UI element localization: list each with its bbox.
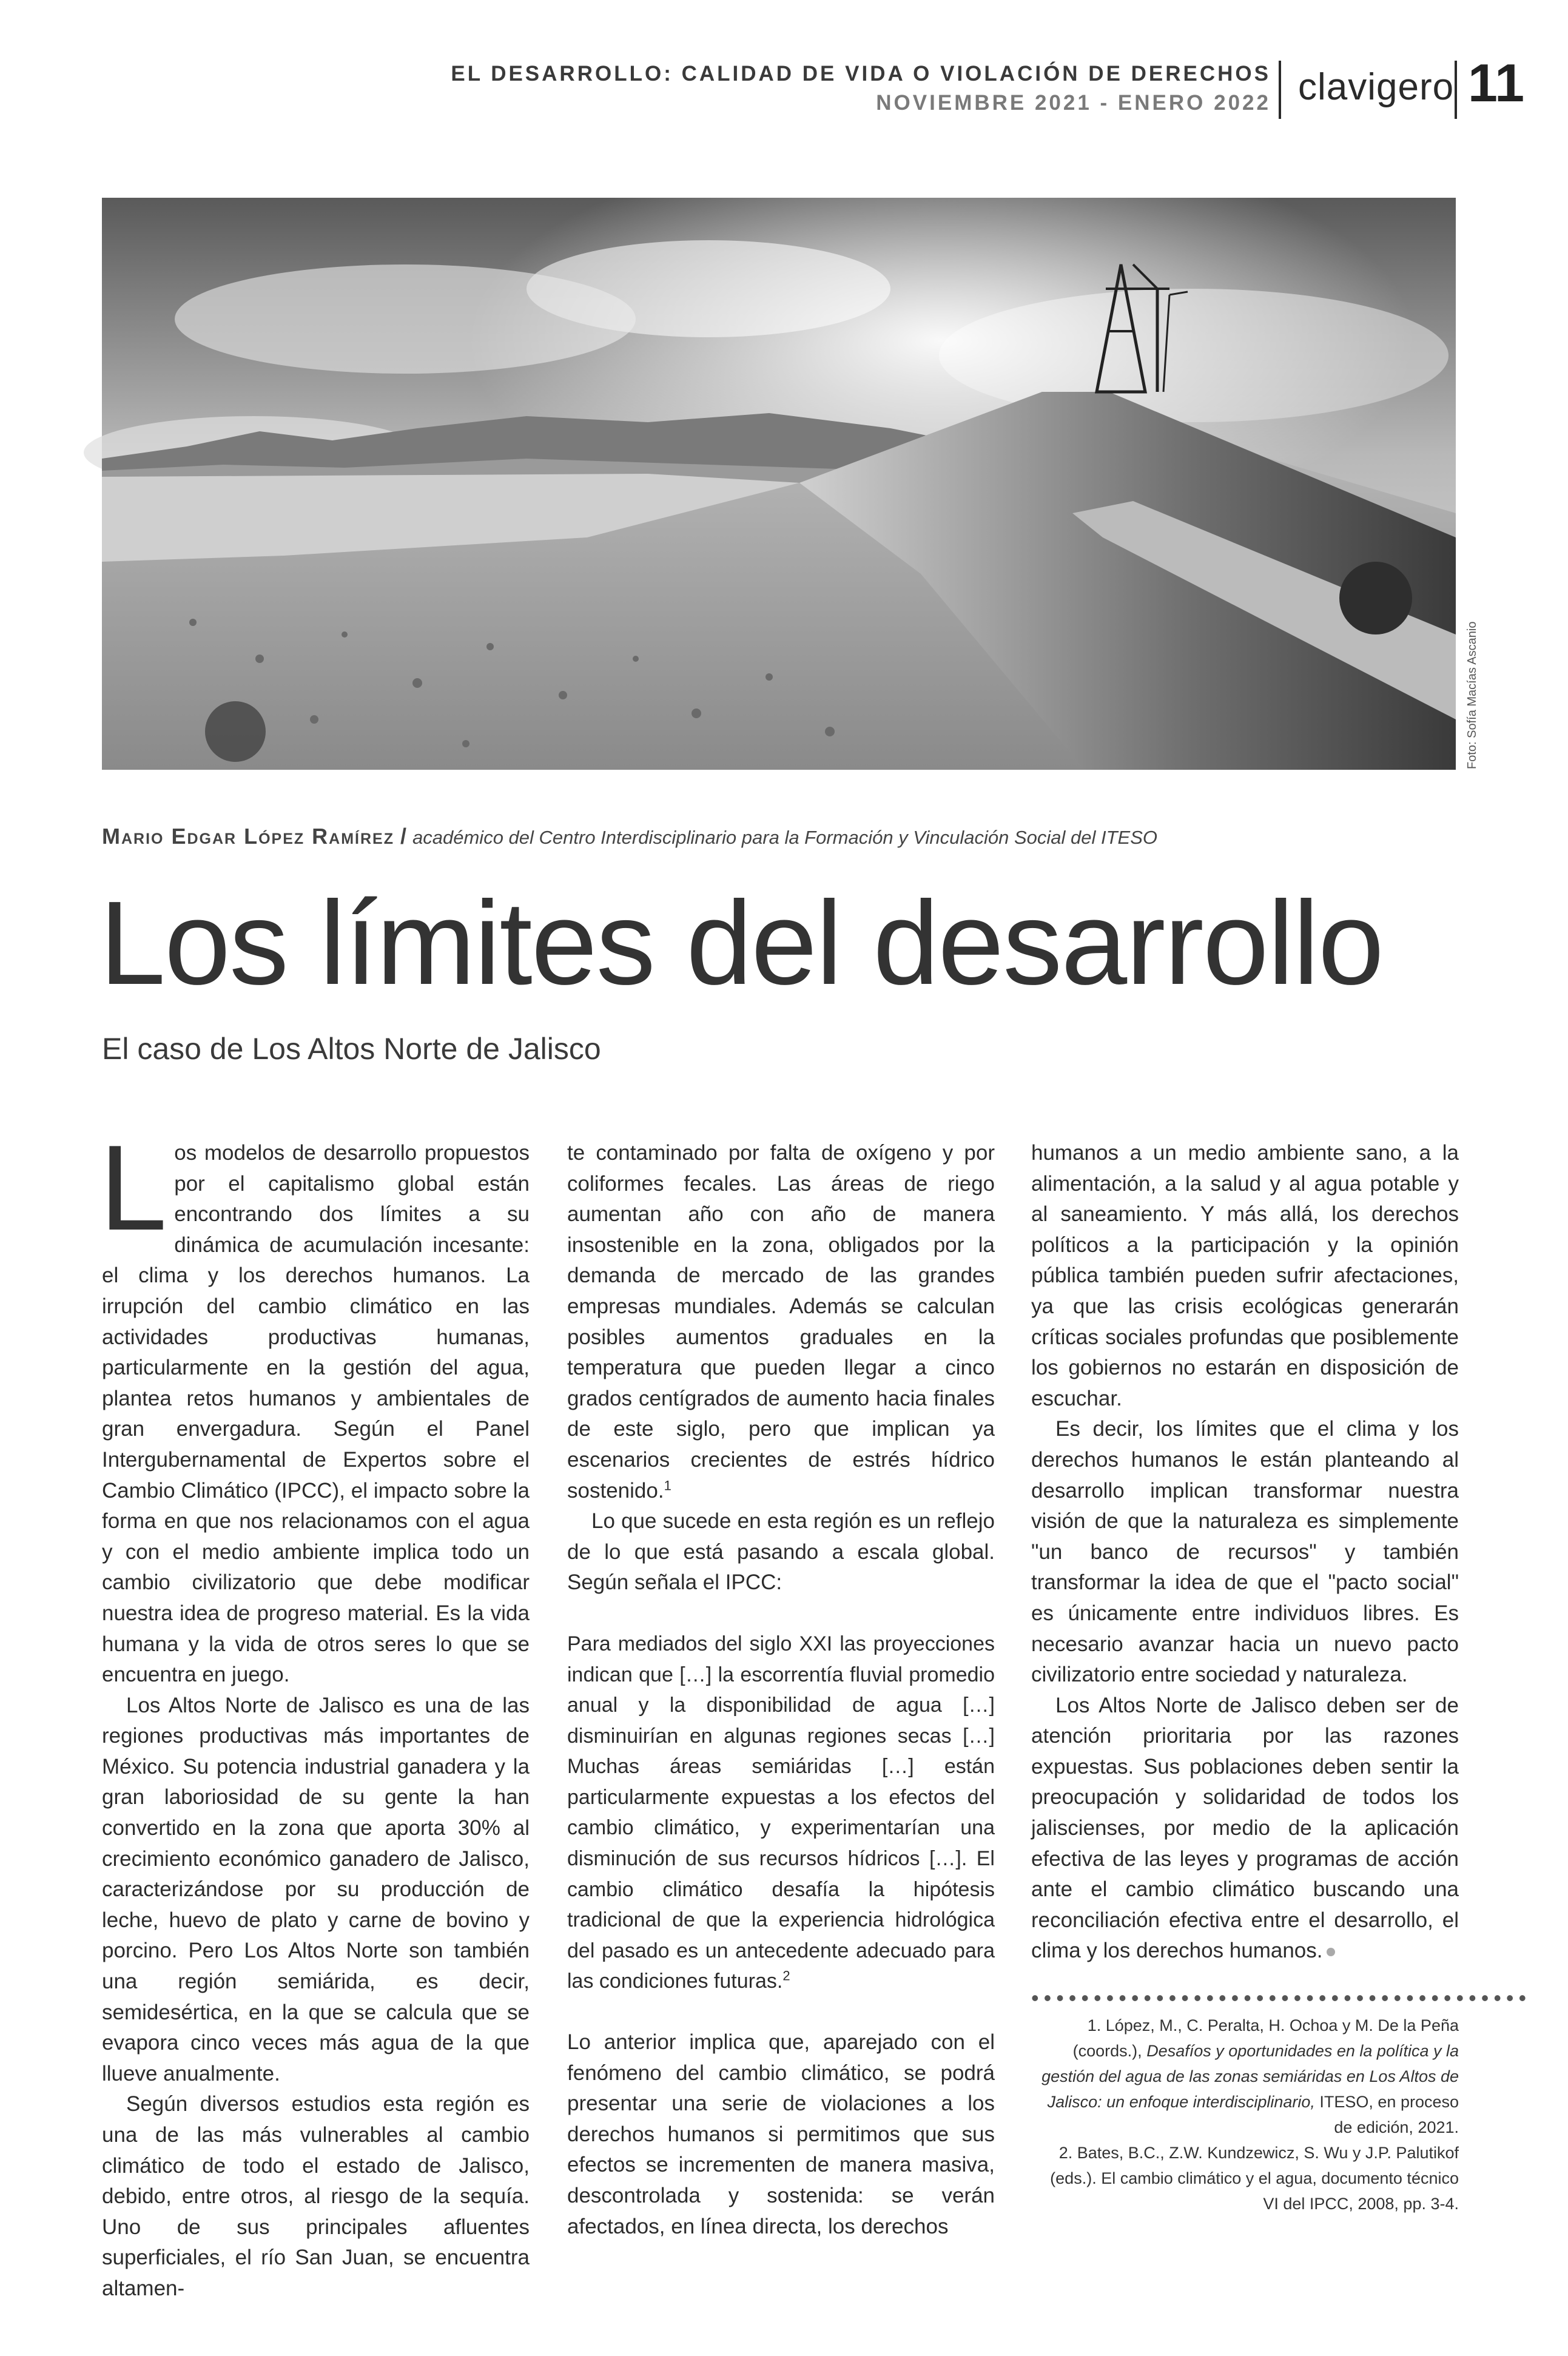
byline	[102, 824, 1157, 849]
article-subtitle: El caso de Los Altos Norte de Jalisco	[102, 1032, 601, 1066]
footnote-2: 2. Bates, B.C., Z.W. Kundzewicz, S. Wu y J.P. Palutikof (eds.). El cambio climático y el agua, documento técnico VI del IPCC, 2008, pp. 3-4.	[1050, 2144, 1459, 2213]
paragraph: humanos a un medio ambiente sano, a la alimentación, a la salud y al agua potable y al saneamiento. Y más allá, los derechos políticos a la participación y la opinión pública también pueden sufrir afectaciones, ya que las crisis ecológicas generarán críticas sociales profundas que posiblemente los gobiernos no estarán en disposición de escuchar.	[1031, 1141, 1459, 1410]
footnote-divider: ••••••••••••••••••••••••••••••••••••••••	[1031, 1985, 1532, 2010]
footnote-ref: 2	[782, 1968, 790, 1984]
spacer	[567, 1997, 995, 2027]
page-number: 11	[1468, 53, 1525, 113]
paragraph: Lo anterior implica que, aparejado con el fenómeno del cambio climático, se podrá presentar una serie de violaciones a los derechos humanos si permitimos que sus efectos se incrementen de manera masiva, descontrolada y sostenida: se verán afectados, en línea directa, los derechos	[567, 2030, 995, 2238]
running-header	[451, 59, 1271, 118]
text-column-3	[1031, 1138, 1459, 1967]
paragraph: Los Altos Norte de Jalisco es una de las regiones productivas más importantes de México. Su potencia industrial ganadera y la gran laboriosidad de su gente la han convertido en la zona que aporta 30% al crecimiento económico ganadero de Jalisco, caracterizándose por su producción de leche, huevo de plato y carne de bovino y porcino. Pero Los Altos Norte son también una región semiárida, es decir, semidesértica, en la que se calcula que se evapora cinco veces más agua de la que llueve anualmente.	[102, 1693, 530, 2085]
end-mark-icon	[1327, 1948, 1335, 1956]
section-title: EL DESARROLLO: CALIDAD DE VIDA O VIOLACIÓN DE DERECHOS	[451, 62, 1271, 86]
footnote-1: 1. López, M., C. Peralta, H. Ochoa y M. De la Peña (coords.), Desafíos y oportunidades en la política y la gestión del agua de las zonas semiáridas en Los Altos de Jalisco: un enfoque interdisciplinario, ITESO, en proceso de edición, 2021.	[1041, 2016, 1459, 2136]
footnotes	[1031, 2013, 1459, 2216]
paragraph: Los modelos de desarrollo propuestos por el capitalismo global están encontrando dos límites a su dinámica de acumulación incesante: el clima y los derechos humanos. La irrupción del cambio climático en las actividades productivas humanas, particularmente en la gestión del agua, plantea retos humanos y ambientales de gran envergadura. Según el Panel Intergubernamental de Expertos sobre el Cambio Climático (IPCC), el impacto sobre la forma en que nos relacionamos con el agua y con el medio ambiente implica todo un cambio civilizatorio que debe modificar nuestra idea de progreso material. Es la vida humana y la vida de otros seres lo que se encuentra en juego.	[99, 1120, 530, 1687]
header-divider	[1279, 61, 1281, 119]
paragraph: Es decir, los límites que el clima y los derechos humanos le están planteando al desarrollo implican transformar nuestra visión de que la naturaleza es simplemente "un banco de recursos" y también transformar la idea de que el "pacto social" es únicamente entre individuos libres. Es necesario avanzar hacia un nuevo pacto civilizatorio entre sociedad y naturaleza.	[1031, 1417, 1459, 1687]
block-quote: Para mediados del siglo XXI las proyecciones indican que […] la escorrentía fluvial promedio anual y la disponibilidad de agua […] disminuirían en algunas regiones secas […] Muchas áreas semiáridas […] están particularmente expuestas a los efectos del cambio climático, y experimentarían una disminución de sus recursos hídricos […]. El cambio climático desafía la hipótesis tradicional de que la experiencia hidrológica del pasado es un antecedente adecuado para las condiciones futuras.$^2$	[567, 1632, 995, 1993]
publication-logo: clavigero	[1298, 66, 1455, 108]
paragraph: Lo que sucede en esta región es un reflejo de lo que está pasando a escala global. Según señala el IPCC:	[567, 1509, 995, 1595]
text-column-1	[99, 1120, 530, 2304]
article-title: Los límites del desarrollo	[99, 877, 1383, 1009]
footnote-ref: 1	[664, 1477, 671, 1493]
paragraph: Según diversos estudios esta región es una de las más vulnerables al cambio climático de todo el estado de Jalisco, debido, entre otros, al riesgo de la sequía. Uno de sus principales afluentes superficiales, el río San Juan, se encuentra altamen-	[102, 2092, 530, 2300]
header-divider	[1455, 61, 1457, 119]
paragraph: te contaminado por falta de oxígeno y por coliformes fecales. Las áreas de riego aumentan año con año de manera insostenible en la zona, obligados por la demanda de mercado de las grandes empresas mundiales. Además se calculan posibles aumentos graduales en la temperatura que pueden llegar a cinco grados centígrados de aumento hacia finales de este siglo, pero que implican ya escenarios crecientes de estrés hídrico sostenido.$^1$	[567, 1141, 995, 1503]
issue-date: NOVIEMBRE 2021 - ENERO 2022	[876, 91, 1271, 115]
landscape-photo	[102, 198, 1456, 770]
text-column-2	[567, 1138, 995, 2242]
drop-cap: L	[99, 1120, 167, 1256]
paragraph: Los Altos Norte de Jalisco deben ser de atención prioritaria por las razones expuestas. Sus poblaciones deben sentir la preocupación y solidaridad de todos los jaliscienses, por medio de la aplicación efectiva de las leyes y programas de acción ante el cambio climático buscando una reconciliación efectiva entre el desarrollo, el clima y los derechos humanos.	[1031, 1693, 1459, 1963]
author-name: Mario Edgar López Ramírez	[102, 824, 394, 849]
author-affiliation: académico del Centro Interdisciplinario para la Formación y Vinculación Social del ITESO	[412, 827, 1157, 848]
photo-credit: Foto: Sofía Macías Ascanio	[1465, 621, 1479, 769]
byline-separator: /	[394, 824, 413, 849]
spacer	[567, 1598, 995, 1629]
